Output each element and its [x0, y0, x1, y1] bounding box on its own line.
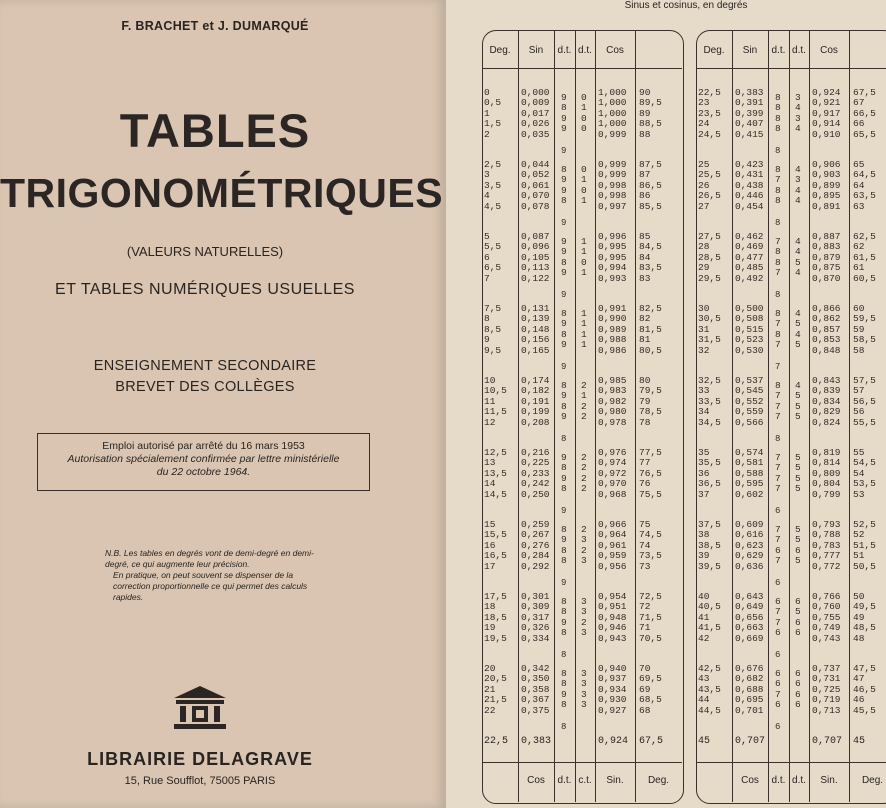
right-table-column-divider [732, 30, 733, 802]
left-table-dt1-cell: 9 9 8 9 [561, 236, 567, 279]
right-table-cos-cell: 0,843 0,839 0,834 0,829 0,824 [812, 375, 841, 428]
right-table-deg2-cell: 57,5 57 56,5 56 55,5 [853, 375, 876, 428]
left-table-header-cell: d.t. [578, 45, 592, 56]
left-table-cos-cell: 0,940 0,937 0,934 0,930 0,927 [598, 663, 627, 716]
right-table-deg-cell: 42,5 43 43,5 44 44,5 [698, 663, 721, 716]
right-table-header-cell: Cos [820, 45, 838, 56]
subtitle: (VALEURS NATURELLES) [126, 244, 284, 259]
left-table-last-cos: 0,924 [598, 736, 629, 747]
education-level-1: ENSEIGNEMENT SECONDAIRE [93, 358, 317, 374]
right-table-dt1-cell: 8 7 8 8 [775, 164, 781, 207]
left-table-sin-cell: 0,342 0,350 0,358 0,367 0,375 [521, 663, 550, 716]
left-table-between-dt: 8 [561, 650, 567, 660]
left-table-dt2-cell: 1 1 1 1 [581, 308, 587, 351]
right-table-dt1-cell: 8 7 8 7 [775, 308, 781, 351]
right-table-dt2-cell: 6 5 6 6 [795, 596, 801, 639]
right-table-deg-cell: 25 25,5 26 26,5 27 [698, 159, 721, 212]
left-table-header-cell: Cos [606, 45, 624, 56]
left-table-deg2-cell: 72,5 72 71,5 71 70,5 [639, 591, 662, 644]
right-table-deg2-cell: 52,5 52 51,5 51 50,5 [853, 519, 876, 572]
left-table-dt1-cell: 8 9 8 9 [561, 308, 567, 351]
left-table-column-divider [554, 30, 555, 802]
right-table-footer-cell: d.t. [771, 775, 786, 786]
left-table-footer-cell: d.t. [557, 775, 572, 786]
subtitle-2: ET TABLES NUMÉRIQUES USUELLES [55, 281, 355, 298]
left-table-cos-cell: 0,976 0,974 0,972 0,970 0,968 [598, 447, 627, 500]
left-table-deg-cell: 15 15,5 16 16,5 17 [484, 519, 507, 572]
left-table-last-sin: 0,383 [521, 736, 552, 747]
note-block [105, 548, 315, 603]
left-table-deg-cell: 17,5 18 18,5 19 19,5 [484, 591, 507, 644]
publisher: LIBRAIRIE DELAGRAVE [87, 749, 313, 769]
right-table-cos-cell: 0,887 0,883 0,879 0,875 0,870 [812, 231, 841, 284]
left-table-sin-cell: 0,174 0,182 0,191 0,199 0,208 [521, 375, 550, 428]
right-table-deg-cell: 37,5 38 38,5 39 39,5 [698, 519, 721, 572]
right-table-dt2-cell: 6 6 6 6 [795, 668, 801, 711]
left-table-sin-cell: 0,301 0,309 0,317 0,326 0,334 [521, 591, 550, 644]
right-table-header-rule [696, 68, 886, 69]
right-table-header-cell: d.t. [792, 45, 806, 56]
left-table-deg2-cell: 87,5 87 86,5 86 85,5 [639, 159, 662, 212]
education-level [0, 356, 410, 398]
authorization-line3: du 22 octobre 1964. [156, 466, 251, 478]
left-table-footer-cell: Deg. [647, 775, 670, 786]
right-table-cos-cell: 0,866 0,862 0,857 0,853 0,848 [812, 303, 841, 356]
right-table-header-cell: Sin [742, 45, 758, 56]
left-table-dt2-cell: 2 2 2 2 [581, 452, 587, 495]
right-table-footer-cell: Cos [741, 775, 759, 786]
right-table-deg2-cell: 60 59,5 59 58,5 58 [853, 303, 876, 356]
right-table-last-sin: 0,707 [735, 736, 766, 747]
authorization-line1: Emploi autorisé par arrêté du 16 mars 1953 [102, 440, 305, 452]
right-table-sin-cell: 0,423 0,431 0,438 0,446 0,454 [735, 159, 764, 212]
building-icon [172, 684, 228, 732]
right-table-dt2-cell: 5 5 5 5 [795, 452, 801, 495]
left-table-last-deg2: 67,5 [639, 736, 664, 747]
left-table-deg-cell: 2,5 3 3,5 4 4,5 [484, 159, 502, 212]
left-table-deg2-cell: 75 74,5 74 73,5 73 [639, 519, 662, 572]
left-table-dt1-cell: 8 8 9 8 [561, 596, 567, 639]
left-table-sin-cell: 0,216 0,225 0,233 0,242 0,250 [521, 447, 550, 500]
book-title-line2: TRIGONOMÉTRIQUES [0, 170, 444, 216]
left-table-cos-cell: 0,991 0,990 0,989 0,988 0,986 [598, 303, 627, 356]
right-table-deg2-cell: 65 64,5 64 63,5 63 [853, 159, 876, 212]
left-table-footer-rule [482, 762, 682, 763]
right-table-column-divider [849, 30, 850, 802]
right-table-sin-cell: 0,537 0,545 0,552 0,559 0,566 [735, 375, 764, 428]
right-table-sin-cell: 0,500 0,508 0,515 0,523 0,530 [735, 303, 764, 356]
right-table-dt1-cell: 7 8 8 7 [775, 236, 781, 279]
left-table-between-dt: 9 [561, 218, 567, 228]
left-table-dt1-cell: 8 9 8 8 [561, 524, 567, 567]
right-table-footer-cell: d.t. [792, 775, 806, 786]
left-table-column-divider [575, 30, 576, 802]
note-1: N.B. Les tables en degrés vont de demi-degré en demi-degré, ce qui augmente leur précision. [105, 548, 314, 569]
right-table-last-cos: 0,707 [812, 736, 843, 747]
right-table-dt2-cell: 4 5 5 5 [795, 380, 801, 423]
right-table-between-dt: 6 [775, 722, 781, 732]
left-table-deg2-cell: 70 69,5 69 68,5 68 [639, 663, 662, 716]
right-table-deg2-cell: 50 49,5 49 48,5 48 [853, 591, 876, 644]
right-table-deg-cell: 40 40,5 41 41,5 42 [698, 591, 721, 644]
right-table-deg-cell: 35 35,5 36 36,5 37 [698, 447, 721, 500]
right-table-dt2-cell: 4 4 5 4 [795, 236, 801, 279]
left-table-deg2-cell: 77,5 77 76,5 76 75,5 [639, 447, 662, 500]
right-table-deg-cell: 32,5 33 33,5 34 34,5 [698, 375, 721, 428]
left-table-deg-cell: 0 0,5 1 1,5 2 [484, 87, 502, 140]
left-table-column-divider [595, 30, 596, 802]
right-table-sin-cell: 0,574 0,581 0,588 0,595 0,602 [735, 447, 764, 500]
page-title: Sinus et cosinus, en degrés [624, 0, 748, 11]
right-table-dt1-cell: 6 6 7 6 [775, 668, 781, 711]
right-table-dt1-cell: 7 7 6 7 [775, 524, 781, 567]
right-table-deg2-cell: 62,5 62 61,5 61 60,5 [853, 231, 876, 284]
right-table-between-dt: 8 [775, 146, 781, 156]
note-2: En pratique, on peut souvent se dispenser de la correction proportionnelle ce qui permet des calculs rapides. [113, 570, 308, 602]
right-table-sin-cell: 0,643 0,649 0,656 0,663 0,669 [735, 591, 764, 644]
authorization-box [37, 433, 370, 491]
right-table-deg2-cell: 55 54,5 54 53,5 53 [853, 447, 876, 500]
left-table-dt1-cell: 9 8 9 8 [561, 452, 567, 495]
left-table-cos-cell: 0,996 0,995 0,995 0,994 0,993 [598, 231, 627, 284]
right-table-deg2-cell: 47,5 47 46,5 46 45,5 [853, 663, 876, 716]
left-table-sin-cell: 0,131 0,139 0,148 0,156 0,165 [521, 303, 550, 356]
left-table-cos-cell: 0,999 0,999 0,998 0,998 0,997 [598, 159, 627, 212]
right-table-sin-cell: 0,676 0,682 0,688 0,695 0,701 [735, 663, 764, 716]
left-table-header-cell: d.t. [557, 45, 572, 56]
authorization-line2: Autorisation spécialement confirmée par lettre ministérielle [67, 453, 340, 465]
right-table-last-deg2: 45 [853, 736, 866, 747]
left-table-sin-cell: 0,000 0,009 0,017 0,026 0,035 [521, 87, 550, 140]
left-table-column-divider [518, 30, 519, 802]
right-table-dt2-cell: 5 5 6 5 [795, 524, 801, 567]
left-table-column-divider [635, 30, 636, 802]
right-table-cos-cell: 0,819 0,814 0,809 0,804 0,799 [812, 447, 841, 500]
publisher-address: 15, Rue Soufflot, 75005 PARIS [124, 775, 276, 787]
left-table-sin-cell: 0,087 0,096 0,105 0,113 0,122 [521, 231, 550, 284]
left-table-header-rule [482, 68, 682, 69]
right-table-between-dt: 7 [775, 362, 781, 372]
left-table-dt2-cell: 0 1 0 1 [581, 164, 587, 207]
right-table-between-dt: 6 [775, 650, 781, 660]
right-table-cos-cell: 0,924 0,921 0,917 0,914 0,910 [812, 87, 841, 140]
left-table-between-dt: 9 [561, 146, 567, 156]
left-table-dt2-cell: 1 1 0 1 [581, 236, 587, 279]
left-table-dt2-cell: 2 3 2 3 [581, 524, 587, 567]
right-table-cos-cell: 0,906 0,903 0,899 0,895 0,891 [812, 159, 841, 212]
left-table-dt2-cell: 3 3 2 3 [581, 596, 587, 639]
right-table-dt2-cell: 4 3 4 4 [795, 164, 801, 207]
right-table-deg-cell: 27,5 28 28,5 29 29,5 [698, 231, 721, 284]
right-table-between-dt: 6 [775, 506, 781, 516]
right-table-dt2-cell: 4 5 4 5 [795, 308, 801, 351]
left-table-cos-cell: 0,985 0,983 0,982 0,980 0,978 [598, 375, 627, 428]
right-table-between-dt: 8 [775, 434, 781, 444]
left-table-between-dt: 8 [561, 434, 567, 444]
right-table-header-cell: Deg. [703, 45, 725, 56]
right-table-dt1-cell: 8 7 7 7 [775, 380, 781, 423]
left-table-cos-cell: 0,966 0,964 0,961 0,959 0,956 [598, 519, 627, 572]
left-table-header-cell: Sin [528, 45, 544, 56]
right-table-dt1-cell: 8 8 8 8 [775, 92, 781, 135]
left-table-cos-cell: 0,954 0,951 0,948 0,946 0,943 [598, 591, 627, 644]
right-table-dt2-cell: 3 4 3 4 [795, 92, 801, 135]
left-table-dt1-cell: 8 8 9 8 [561, 668, 567, 711]
left-table-dt1-cell: 8 9 9 8 [561, 164, 567, 207]
right-table-dt1-cell: 7 7 7 7 [775, 452, 781, 495]
right-table-last-deg: 45 [698, 736, 711, 747]
right-table-deg-cell: 22,5 23 23,5 24 24,5 [698, 87, 721, 140]
right-table-header-cell: d.t. [771, 45, 786, 56]
right-table-between-dt: 8 [775, 290, 781, 300]
right-table-between-dt: 6 [775, 578, 781, 588]
right-table-dt1-cell: 6 7 7 6 [775, 596, 781, 639]
left-table-deg2-cell: 80 79,5 79 78,5 78 [639, 375, 662, 428]
right-table-between-dt: 8 [775, 218, 781, 228]
right-table-column-divider [768, 30, 769, 802]
left-table-footer-cell: c.t. [578, 775, 592, 786]
left-table-dt1-cell: 8 9 8 9 [561, 380, 567, 423]
right-table-deg-cell: 30 30,5 31 31,5 32 [698, 303, 721, 356]
right-table-cos-cell: 0,793 0,788 0,783 0,777 0,772 [812, 519, 841, 572]
left-table-sin-cell: 0,044 0,052 0,061 0,070 0,078 [521, 159, 550, 212]
right-table-cos-cell: 0,737 0,731 0,725 0,719 0,713 [812, 663, 841, 716]
left-table-between-dt: 9 [561, 506, 567, 516]
left-table-deg-cell: 10 10,5 11 11,5 12 [484, 375, 507, 428]
left-table-deg-cell: 20 20,5 21 21,5 22 [484, 663, 507, 716]
left-table-dt2-cell: 0 1 0 0 [581, 92, 587, 135]
authors: F. BRACHET et J. DUMARQUÉ [121, 19, 309, 33]
left-table-between-dt: 9 [561, 290, 567, 300]
left-table-footer-cell: Cos [527, 775, 545, 786]
left-table-dt2-cell: 3 3 3 3 [581, 668, 587, 711]
right-table-cos-cell: 0,766 0,760 0,755 0,749 0,743 [812, 591, 841, 644]
left-table-deg-cell: 5 5,5 6 6,5 7 [484, 231, 502, 284]
left-table-between-dt: 9 [561, 578, 567, 588]
right-table-deg2-cell: 67,5 67 66,5 66 65,5 [853, 87, 876, 140]
right-table-footer-rule [696, 762, 886, 763]
left-table-deg2-cell: 85 84,5 84 83,5 83 [639, 231, 662, 284]
right-table-column-divider [789, 30, 790, 802]
table-page [446, 0, 886, 808]
left-table-deg2-cell: 90 89,5 89 88,5 88 [639, 87, 662, 140]
left-table-dt2-cell: 2 1 2 2 [581, 380, 587, 423]
right-table-sin-cell: 0,462 0,469 0,477 0,485 0,492 [735, 231, 764, 284]
left-table-cos-cell: 1,000 1,000 1,000 1,000 0,999 [598, 87, 627, 140]
left-table-dt1-cell: 9 8 9 9 [561, 92, 567, 135]
left-table-footer-cell: Sin. [606, 775, 624, 786]
book-title-line1: TABLES [119, 104, 311, 157]
education-level-2: BREVET DES COLLÈGES [115, 379, 295, 395]
right-table-footer-cell: Sin. [820, 775, 838, 786]
right-table-sin-cell: 0,609 0,616 0,623 0,629 0,636 [735, 519, 764, 572]
right-table-footer-cell: Deg. [861, 775, 884, 786]
left-table-header-cell: Deg. [489, 45, 511, 56]
right-table-column-divider [809, 30, 810, 802]
left-table-sin-cell: 0,259 0,267 0,276 0,284 0,292 [521, 519, 550, 572]
left-table-between-dt: 8 [561, 722, 567, 732]
left-table-between-dt: 9 [561, 362, 567, 372]
right-table-sin-cell: 0,383 0,391 0,399 0,407 0,415 [735, 87, 764, 140]
left-table-deg-cell: 7,5 8 8,5 9 9,5 [484, 303, 502, 356]
left-table-deg-cell: 12,5 13 13,5 14 14,5 [484, 447, 507, 500]
left-table-deg2-cell: 82,5 82 81,5 81 80,5 [639, 303, 662, 356]
left-table-last-deg: 22,5 [484, 736, 509, 747]
